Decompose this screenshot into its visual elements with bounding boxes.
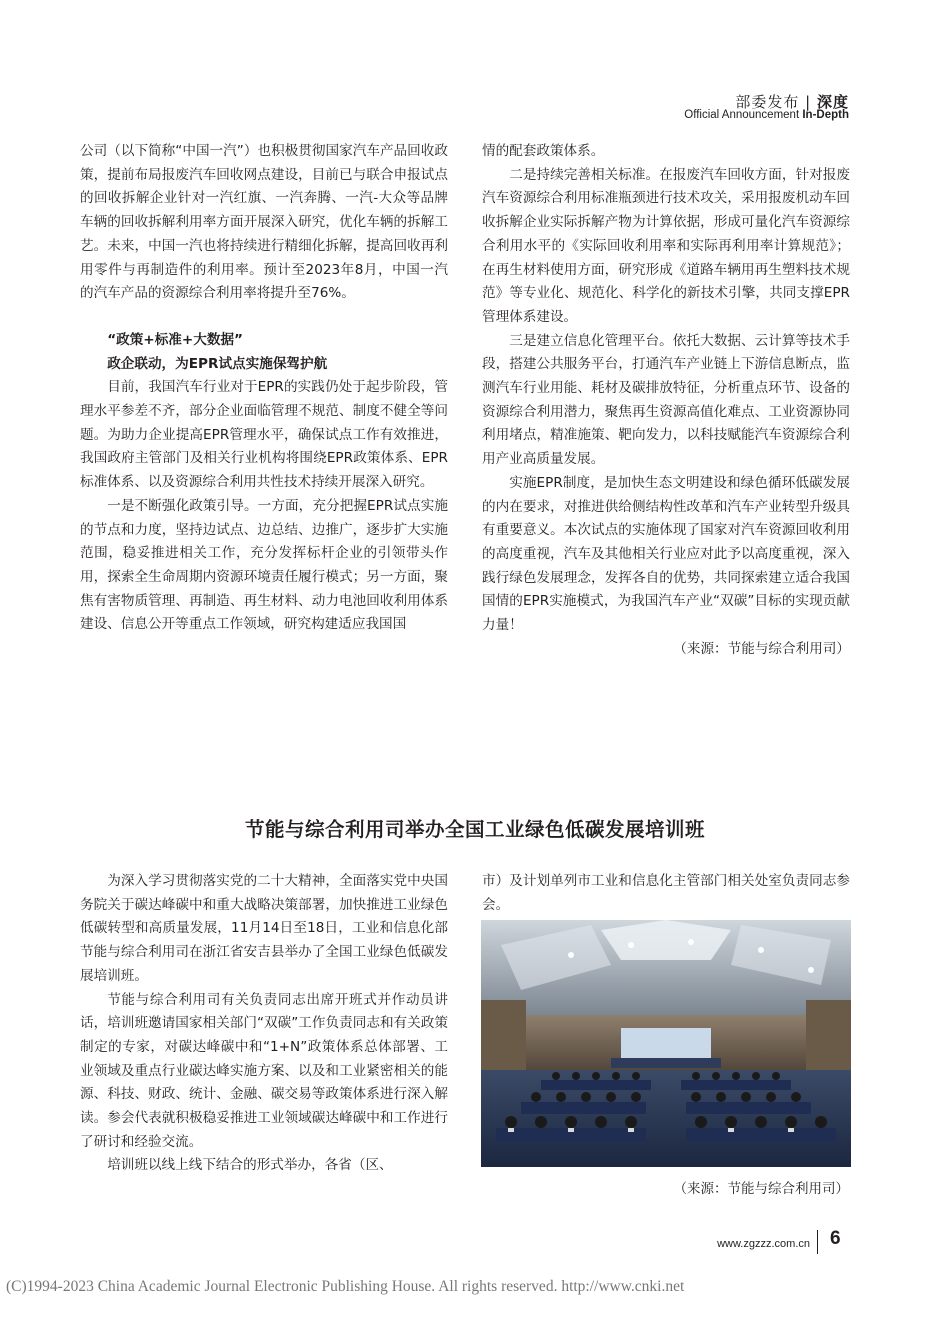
- paragraph: 实施EPR制度，是加快生态文明建设和绿色循环低碳发展的内在要求，对推进供给侧结构性改革和汽车产业转型升级具有重要意义。本次试点的实施体现了国家对汽车资源回收利用的高度重视，汽车及其他相关行业应对此予以高度重视，深入践行绿色发展理念，发挥各自的优势，共同探索建立适合我国国情的EPR实施模式，为我国汽车产业“双碳”目标的实现贡献力量！: [482, 474, 850, 634]
- conference-photo: [481, 920, 851, 1167]
- paragraph: 目前，我国汽车行业对于EPR的实践仍处于起步阶段，管理水平参差不齐，部分企业面临管理不规范、制度不健全等问题。为助力企业提高EPR管理水平，确保试点工作有效推进，我国政府主管部门及相关行业机构将围绕EPR政策体系、EPR标准体系、以及资源综合利用共性技术持续开展深入研究。: [80, 379, 448, 491]
- article1-left-column: [80, 140, 448, 637]
- paragraph: 二是持续完善相关标准。在报废汽车回收方面，针对报废汽车资源综合利用标准瓶颈进行技术攻关，采用报废机动车回收拆解企业实际拆解产物为计算依据，形成可量化汽车资源综合利用水平的《实际回收利用率和实际再利用率计算规范》；在再生材料使用方面，研究形成《道路车辆用再生塑料技术规范》等专业化、规范化、科学化的新技术引擎，共同支撑EPR管理体系建设。: [482, 166, 850, 325]
- paragraph: 一是不断强化政策引导。一方面，充分把握EPR试点实施的节点和力度，坚持边试点、边总结、边推广，逐步扩大实施范围，稳妥推进相关工作，充分发挥标杆企业的引领带头作用，探索全生命周期内资源环境责任履行模式；另一方面，聚焦有害物质管理、再制造、再生材料、动力电池回收利用体系建设、信息公开等重点工作领域，研究构建适应我国国: [80, 497, 448, 633]
- subsection-label: 深度: [816, 93, 849, 111]
- website-url: www.zgzzz.com.cn: [717, 1238, 810, 1250]
- section-header-en: [684, 109, 849, 121]
- paragraph: 公司（以下简称“中国一汽”）也积极贯彻国家汽车产品回收政策，提前布局报废汽车回收网点建设，目前已与联合申报试点的回收拆解企业针对一汽红旗、一汽奔腾、一汽-大众等品牌车辆的回收拆解利用率方面开展深入研究，优化车辆的拆解工艺。未来，中国一汽也将持续进行精细化拆解，提高回收再利用零件与再制造件的利用率。预计至2023年8月，中国一汽的汽车产品的资源综合利用率将提升至76%。: [80, 143, 448, 302]
- section-label-en: Official Announcement: [684, 109, 800, 121]
- paragraph: 市）及计划单列市工业和信息化主管部门相关处室负责同志参会。: [482, 873, 850, 913]
- paragraph: 情的配套政策体系。: [482, 143, 605, 159]
- page-number-divider: [817, 1230, 818, 1254]
- photo-caption: （来源：节能与综合利用司）: [673, 1181, 849, 1197]
- article2-title: 节能与综合利用司举办全国工业绿色低碳发展培训班: [244, 818, 705, 841]
- section-divider: |: [805, 93, 812, 111]
- article1-right-column: [482, 140, 850, 661]
- copyright-notice: (C)1994-2023 China Academic Journal Electronic Publishing House. All rights reserved. http://www.cnki.net: [6, 1278, 685, 1295]
- subheading-line1: “政策+标准+大数据”: [107, 331, 243, 348]
- paragraph: 三是建立信息化管理平台。依托大数据、云计算等技术手段，搭建公共服务平台，打通汽车产业链上下游信息断点，监测汽车行业用能、耗材及碳排放特征，分析重点环节、设备的资源综合利用潜力，聚焦再生资源高值化难点、工业资源协同利用堵点，精准施策、靶向发力，以科技赋能汽车资源综合利用产业高质量发展。: [482, 332, 850, 468]
- page-number: 6: [830, 1228, 841, 1249]
- article2-left-column: [80, 870, 448, 1178]
- article1-source: （来源：节能与综合利用司）: [673, 640, 850, 657]
- section-label: 部委发布: [735, 93, 800, 111]
- article2-right-column: [482, 870, 850, 917]
- paragraph: 节能与综合利用司有关负责同志出席开班式并作动员讲话，培训班邀请国家相关部门“双碳”工作负责同志和有关政策制定的专家，对碳达峰碳中和“1+N”政策体系总体部署、工业领域及重点行业碳达峰实施方案、以及和工业紧密相关的能源、科技、财政、统计、金融、碳交易等政策体系进行深入解读。参会代表就积极稳妥推进工业领域碳达峰碳中和工作进行了研讨和经验交流。: [80, 991, 448, 1150]
- conference-photo-illustration: [481, 920, 851, 1167]
- subsection-label-en: In-Depth: [802, 109, 849, 121]
- subheading-line2: 政企联动，为EPR试点实施保驾护航: [107, 355, 328, 372]
- paragraph: 为深入学习贯彻落实党的二十大精神，全面落实党中央国务院关于碳达峰碳中和重大战略决策部署，加快推进工业绿色低碳转型和高质量发展，11月14日至18日，工业和信息化部节能与综合利用司在浙江省安吉县举办了全国工业绿色低碳发展培训班。: [80, 873, 448, 984]
- paragraph: 培训班以线上线下结合的形式举办，各省（区、: [107, 1157, 393, 1174]
